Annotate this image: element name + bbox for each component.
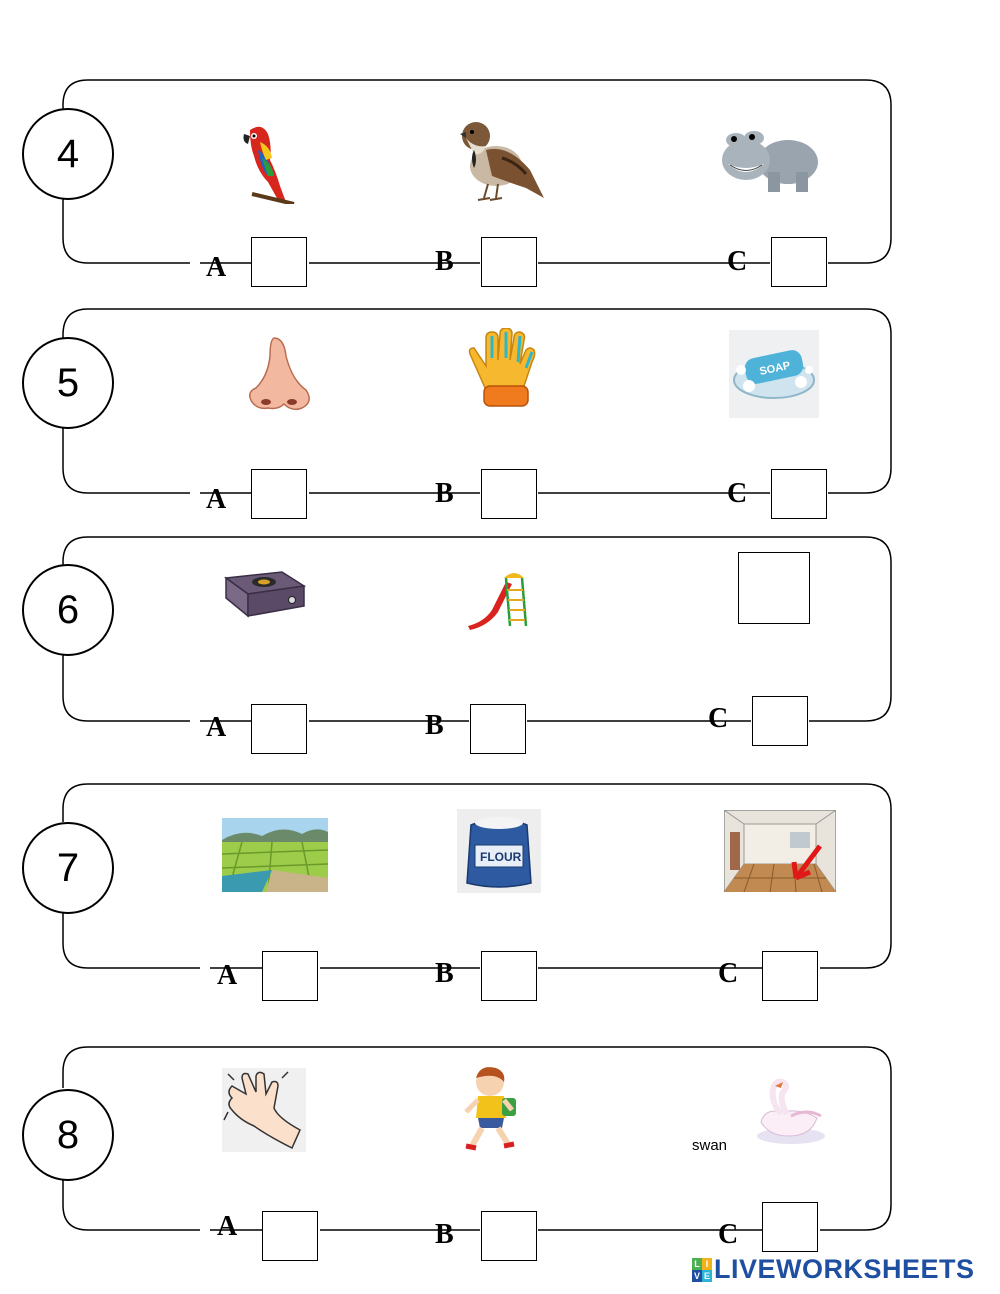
answer-box-5b[interactable]	[481, 469, 537, 519]
liveworksheets-logo	[692, 1254, 975, 1285]
option-label-7b: B	[435, 958, 454, 989]
wave-picture	[222, 1068, 306, 1152]
answer-box-4a[interactable]	[251, 237, 307, 287]
option-label-5c: C	[727, 478, 748, 509]
answer-box-4c[interactable]	[771, 237, 827, 287]
svg-text:FLOUR: FLOUR	[480, 850, 522, 864]
option-label-4a: A	[206, 252, 227, 283]
swan-caption: swan	[692, 1137, 728, 1154]
glove-picture	[464, 328, 544, 412]
slide-picture	[466, 570, 530, 630]
soap-picture	[729, 330, 819, 418]
sparrow-picture	[456, 118, 548, 206]
parrot-picture	[232, 120, 304, 204]
option-label-4c: C	[727, 246, 748, 277]
answer-box-7a[interactable]	[262, 951, 318, 1001]
floor-picture	[724, 810, 836, 892]
question-number-5: 5	[22, 337, 114, 429]
question-number-7: 7	[22, 822, 114, 914]
option-label-5a: A	[206, 484, 227, 515]
option-label-6b: B	[425, 710, 444, 741]
option-label-8c: C	[718, 1219, 739, 1250]
question-number-4: 4	[22, 108, 114, 200]
answer-box-6a[interactable]	[251, 704, 307, 754]
nose-picture	[244, 336, 314, 412]
answer-box-5a[interactable]	[251, 469, 307, 519]
walk-picture	[456, 1064, 528, 1156]
option-label-6a: A	[206, 712, 227, 743]
hippo-picture	[718, 124, 822, 194]
answer-box-7c[interactable]	[762, 951, 818, 1001]
swan-picture	[751, 1078, 827, 1148]
option-label-8b: B	[435, 1219, 454, 1250]
fields-picture	[222, 818, 328, 892]
option-label-5b: B	[435, 478, 454, 509]
live-badge-icon: L I V E	[693, 1258, 710, 1281]
brand-name: LIVEWORKSHEETS	[714, 1254, 975, 1284]
option-label-4b: B	[435, 246, 454, 277]
option-label-8a: A	[217, 1211, 238, 1242]
option-label-7c: C	[718, 958, 739, 989]
answer-box-8b[interactable]	[481, 1211, 537, 1261]
option-label-7a: A	[217, 960, 238, 991]
flour-picture	[457, 809, 541, 893]
answer-box-4b[interactable]	[481, 237, 537, 287]
answer-box-7b[interactable]	[481, 951, 537, 1001]
answer-box-8a[interactable]	[262, 1211, 318, 1261]
answer-box-6c[interactable]	[752, 696, 808, 746]
answer-box-5c[interactable]	[771, 469, 827, 519]
answer-box-8c[interactable]	[762, 1202, 818, 1252]
question-number-8: 8	[22, 1089, 114, 1181]
option-label-6c: C	[708, 703, 729, 734]
answer-box-6b[interactable]	[470, 704, 526, 754]
question-number-6: 6	[22, 564, 114, 656]
stove-picture	[222, 568, 306, 620]
svg-text:SOAP: SOAP	[758, 359, 792, 378]
empty-picture-frame	[738, 552, 810, 624]
